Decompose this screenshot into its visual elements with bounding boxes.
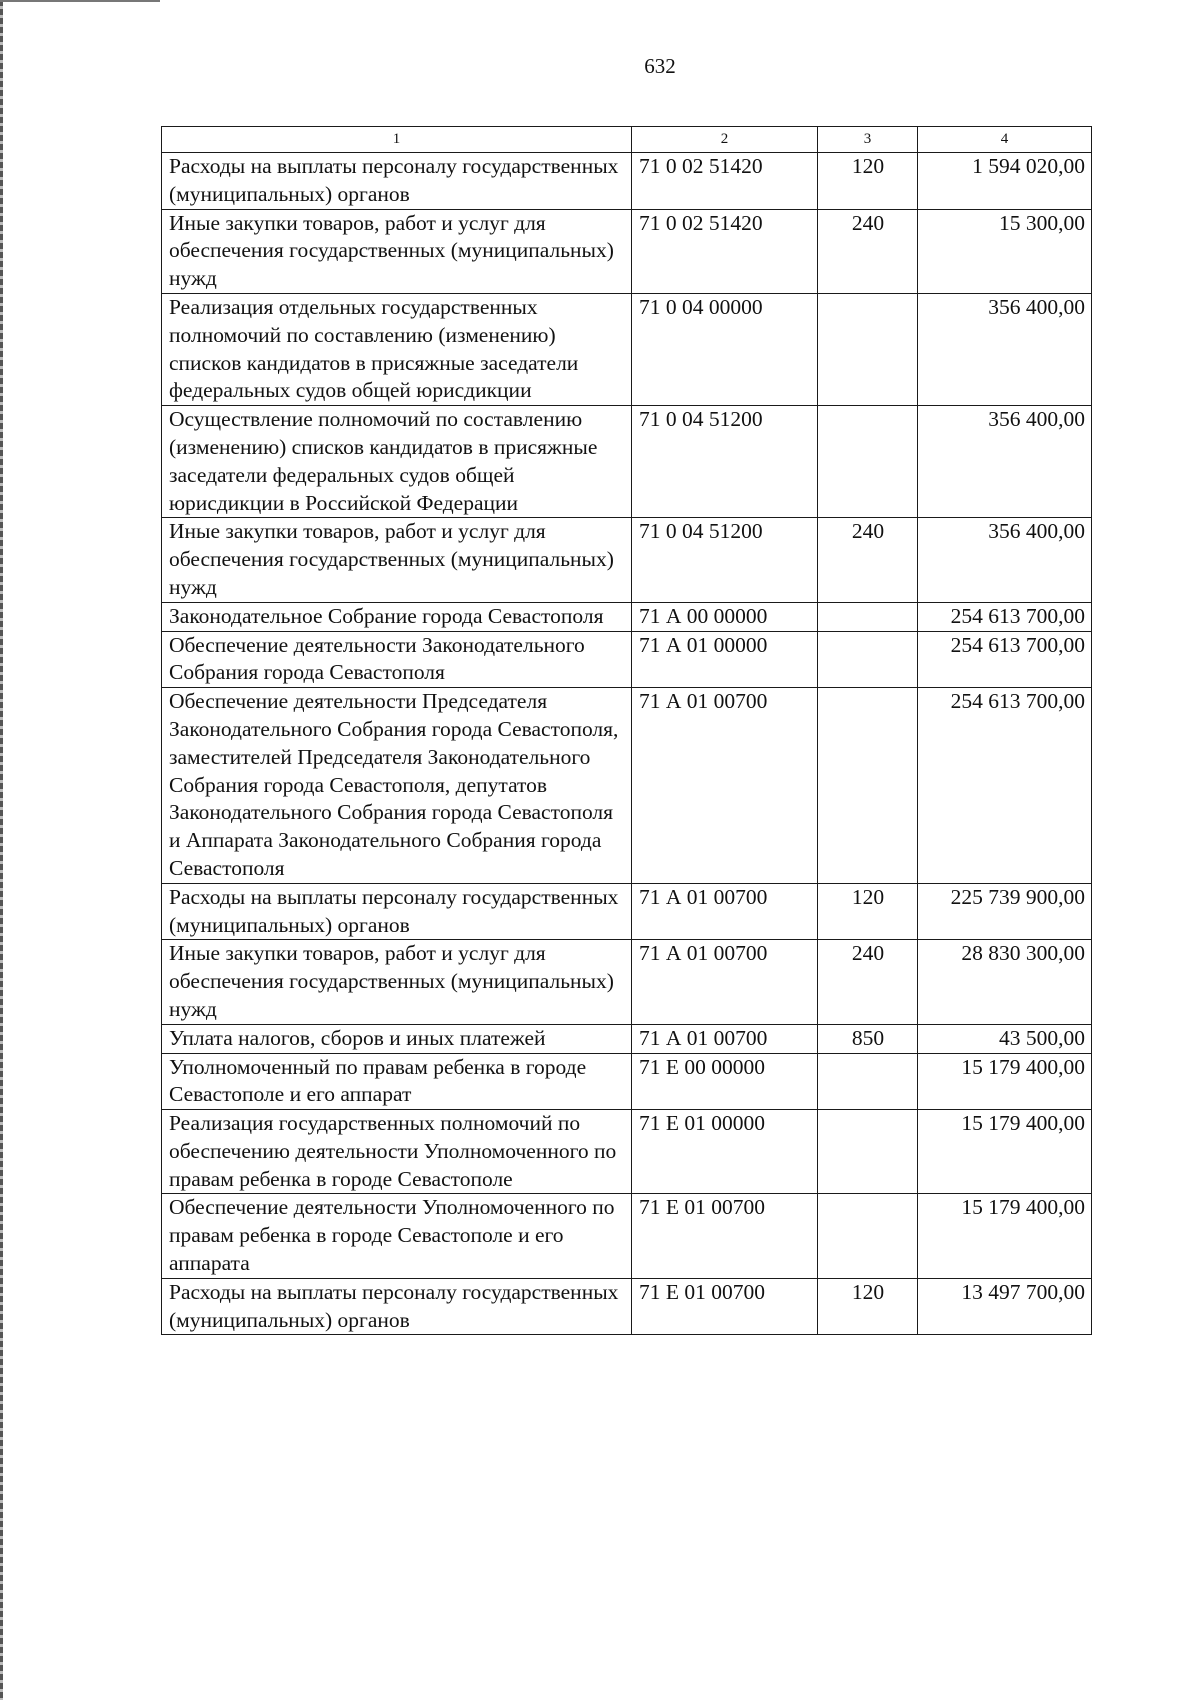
header-row: [162, 127, 1092, 153]
row-name: Обеспечение деятельности Уполномоченного по правам ребенка в городе Севастополе и его аппарата: [162, 1194, 632, 1278]
row-code: 71 Е 00 00000: [632, 1053, 818, 1110]
row-code: 71 А 01 00700: [632, 883, 818, 940]
row-amount: 254 613 700,00: [918, 602, 1092, 631]
table-row: [162, 688, 1092, 884]
row-expense-type: 850: [818, 1024, 918, 1053]
row-name: Иные закупки товаров, работ и услуг для обеспечения государственных (муниципальных) нужд: [162, 940, 632, 1024]
row-code: 71 0 04 51200: [632, 406, 818, 518]
page-number: 632: [644, 54, 676, 78]
row-amount: 1 594 020,00: [918, 153, 1092, 210]
table-row: [162, 602, 1092, 631]
row-name: Уплата налогов, сборов и иных платежей: [162, 1024, 632, 1053]
row-amount: 356 400,00: [918, 406, 1092, 518]
row-code: 71 А 01 00700: [632, 688, 818, 884]
row-code: 71 Е 01 00700: [632, 1194, 818, 1278]
row-code: 71 Е 01 00700: [632, 1278, 818, 1335]
row-expense-type: 240: [818, 209, 918, 293]
row-expense-type: [818, 602, 918, 631]
row-amount: 254 613 700,00: [918, 631, 1092, 688]
table-row: [162, 1110, 1092, 1194]
row-name: Расходы на выплаты персоналу государственных (муниципальных) органов: [162, 1278, 632, 1335]
row-name: Реализация государственных полномочий по обеспечению деятельности Уполномоченного по правам ребенка в городе Севастополе: [162, 1110, 632, 1194]
row-expense-type: 240: [818, 940, 918, 1024]
row-code: 71 0 04 51200: [632, 518, 818, 602]
header-col-2: 2: [632, 127, 818, 153]
header-col-4: 4: [918, 127, 1092, 153]
row-amount: 15 179 400,00: [918, 1110, 1092, 1194]
row-name: Осуществление полномочий по составлению (изменению) списков кандидатов в присяжные заседатели федеральных судов общей юрисдикции в Российской Федерации: [162, 406, 632, 518]
row-expense-type: 120: [818, 153, 918, 210]
row-amount: 15 300,00: [918, 209, 1092, 293]
row-name: Обеспечение деятельности Законодательного Собрания города Севастополя: [162, 631, 632, 688]
row-name: Обеспечение деятельности Председателя Законодательного Собрания города Севастополя, заместителей Председателя Законодательного Собрания города Севастополя, депутатов Законодательного Собрания города Севастополя и Аппарата Законодательного Собрания города Севастополя: [162, 688, 632, 884]
row-amount: 225 739 900,00: [918, 883, 1092, 940]
scan-edge-top: [0, 0, 160, 2]
row-expense-type: [818, 631, 918, 688]
row-name: Расходы на выплаты персоналу государственных (муниципальных) органов: [162, 883, 632, 940]
row-amount: 254 613 700,00: [918, 688, 1092, 884]
row-expense-type: [818, 406, 918, 518]
table-row: [162, 293, 1092, 405]
row-expense-type: 120: [818, 883, 918, 940]
table-row: [162, 153, 1092, 210]
row-amount: 13 497 700,00: [918, 1278, 1092, 1335]
row-expense-type: [818, 293, 918, 405]
row-name: Законодательное Собрание города Севастополя: [162, 602, 632, 631]
row-amount: 356 400,00: [918, 518, 1092, 602]
row-code: 71 А 01 00000: [632, 631, 818, 688]
table-row: [162, 406, 1092, 518]
row-expense-type: [818, 1110, 918, 1194]
scan-edge-left: [0, 0, 3, 1700]
row-amount: 43 500,00: [918, 1024, 1092, 1053]
row-expense-type: [818, 1053, 918, 1110]
table-row: [162, 883, 1092, 940]
table-row: [162, 209, 1092, 293]
row-expense-type: [818, 1194, 918, 1278]
budget-table: [161, 126, 1092, 1335]
row-expense-type: [818, 688, 918, 884]
table-row: [162, 1278, 1092, 1335]
row-amount: 15 179 400,00: [918, 1053, 1092, 1110]
row-amount: 15 179 400,00: [918, 1194, 1092, 1278]
row-name: Иные закупки товаров, работ и услуг для обеспечения государственных (муниципальных) нужд: [162, 518, 632, 602]
table-row: [162, 518, 1092, 602]
row-code: 71 0 02 51420: [632, 209, 818, 293]
row-code: 71 0 02 51420: [632, 153, 818, 210]
row-code: 71 А 00 00000: [632, 602, 818, 631]
row-code: 71 0 04 00000: [632, 293, 818, 405]
table-row: [162, 940, 1092, 1024]
row-amount: 356 400,00: [918, 293, 1092, 405]
header-col-3: 3: [818, 127, 918, 153]
row-name: Уполномоченный по правам ребенка в городе Севастополе и его аппарат: [162, 1053, 632, 1110]
table-row: [162, 1053, 1092, 1110]
row-name: Расходы на выплаты персоналу государственных (муниципальных) органов: [162, 153, 632, 210]
row-expense-type: 240: [818, 518, 918, 602]
header-col-1: 1: [162, 127, 632, 153]
table-row: [162, 1194, 1092, 1278]
row-name: Реализация отдельных государственных полномочий по составлению (изменению) списков кандидатов в присяжные заседатели федеральных судов общей юрисдикции: [162, 293, 632, 405]
row-amount: 28 830 300,00: [918, 940, 1092, 1024]
row-code: 71 Е 01 00000: [632, 1110, 818, 1194]
table-row: [162, 631, 1092, 688]
table-row: [162, 1024, 1092, 1053]
row-code: 71 А 01 00700: [632, 1024, 818, 1053]
row-expense-type: 120: [818, 1278, 918, 1335]
row-code: 71 А 01 00700: [632, 940, 818, 1024]
row-name: Иные закупки товаров, работ и услуг для обеспечения государственных (муниципальных) нужд: [162, 209, 632, 293]
